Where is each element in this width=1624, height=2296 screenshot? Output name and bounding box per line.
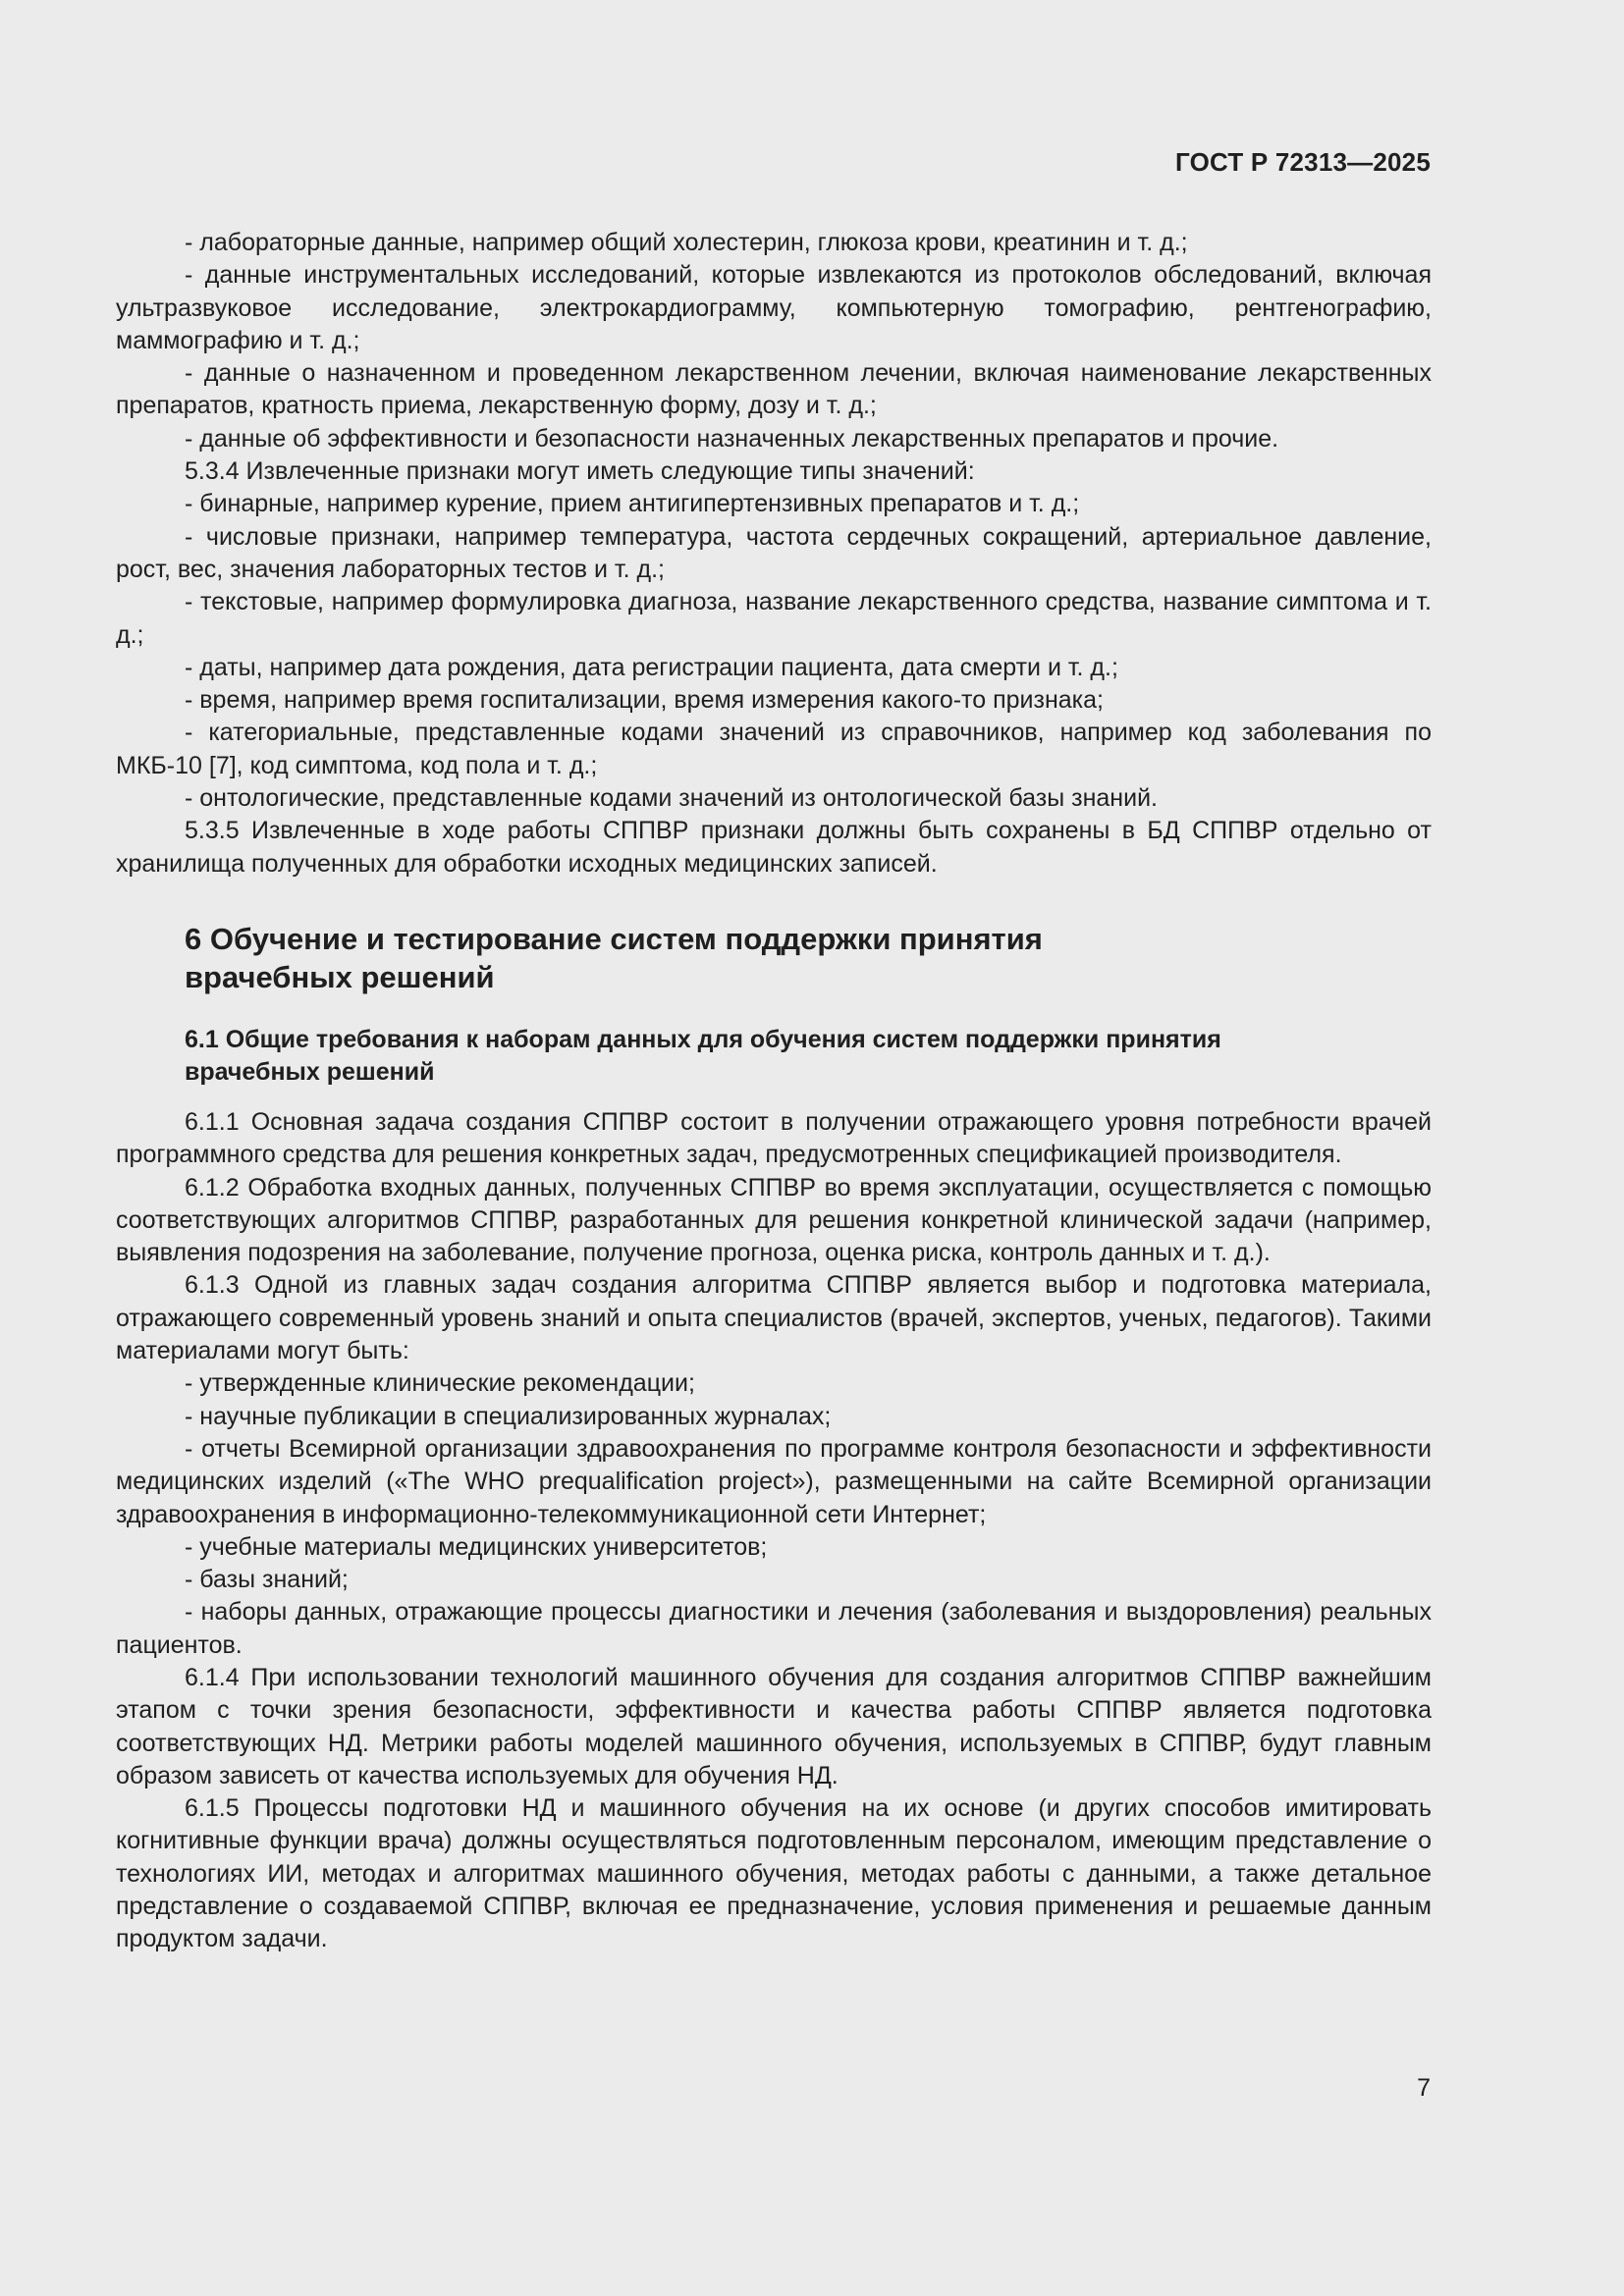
paragraph: - текстовые, например формулировка диагноза, название лекарственного средства, название симптома и т. д.; (116, 588, 1432, 649)
paragraph: - числовые признаки, например температура, частота сердечных сокращений, артериальное давление, рост, вес, значения лабораторных тестов и т. д.; (116, 522, 1432, 583)
paragraph: 6.1.4 При использовании технологий машинного обучения для создания алгоритмов СППВР важнейшим этапом с точки зрения безопасности, эффективности и качества работы СППВР является подготовка соответствующих НД. Метрики работы моделей машинного обучения, используемых в СППВР, будут главным образом зависеть от качества используемых для обучения НД. (116, 1663, 1432, 1789)
subsection-heading-line: 6.1 Общие требования к наборам данных для обучения систем поддержки принятия (185, 1025, 1221, 1053)
paragraph: - отчеты Всемирной организации здравоохранения по программе контроля безопасности и эффективности медицинских изделий («The WHO prequalification project»), размещенными на сайте Всемирной организации здравоохранения в информационно-телекоммуникационной сети Интернет; (116, 1434, 1432, 1528)
paragraph: - данные об эффективности и безопасности назначенных лекарственных препаратов и прочие. (185, 424, 1279, 453)
paragraph: 5.3.5 Извлеченные в ходе работы СППВР признаки должны быть сохранены в БД СППВР отдельно от хранилища полученных для обработки исходных медицинских записей. (116, 817, 1432, 878)
subsection-heading-line: врачебных решений (185, 1057, 435, 1086)
paragraph: 6.1.5 Процессы подготовки НД и машинного обучения на их основе (и других способов имитировать когнитивные функции врача) должны осуществляться подготовленным персоналом, имеющим представление о технологиях ИИ, методах и алгоритмах машинного обучения, методах работы с данными, а также детальное представление о создаваемой СППВР, включая ее предназначение, условия применения и решаемые данным продуктом задачи. (116, 1794, 1432, 1953)
paragraph: - онтологические, представленные кодами значений из онтологической базы знаний. (185, 784, 1158, 813)
paragraph: 6.1.3 Одной из главных задач создания алгоритма СППВР является выбор и подготовка материала, отражающего современный уровень знаний и опыта специалистов (врачей, экспертов, ученых, педагогов). Такими материалами могут быть: (116, 1271, 1432, 1365)
paragraph: - данные о назначенном и проведенном лекарственном лечении, включая наименование лекарственных препаратов, кратность приема, лекарственную форму, дозу и т. д.; (116, 359, 1432, 420)
paragraph: - данные инструментальных исследований, которые извлекаются из протоколов обследований, включая ультразвуковое исследование, электрокардиограмму, компьютерную томографию, рентгенографию, маммографию и т. д.; (116, 261, 1432, 354)
list-block-extracted-features (116, 227, 1432, 881)
paragraph: 6.1.2 Обработка входных данных, полученных СППВР во время эксплуатации, осуществляется с помощью соответствующих алгоритмов СППВР, разработанных для решения конкретной клинической задачи (например, выявления подозрения на заболевание, получение прогноза, оценка риска, контроль данных и т. д.). (116, 1173, 1432, 1267)
paragraph: - базы знаний; (185, 1566, 349, 1594)
subsection-heading (185, 1024, 1432, 1089)
paragraph: - учебные материалы медицинских университетов; (185, 1532, 768, 1561)
page-number: 7 (1417, 2074, 1431, 2102)
paragraph: - даты, например дата рождения, дата регистрации пациента, дата смерти и т. д.; (185, 653, 1118, 681)
section-body (116, 1106, 1432, 1956)
section-heading (185, 920, 1432, 996)
paragraph: - наборы данных, отражающие процессы диагностики и лечения (заболевания и выздоровления) реальных пациентов. (116, 1598, 1432, 1659)
section-heading-line: 6 Обучение и тестирование систем поддержки принятия (185, 921, 1043, 956)
paragraph: - научные публикации в специализированных журналах; (185, 1402, 832, 1430)
paragraph: - время, например время госпитализации, время измерения какого-то признака; (185, 686, 1104, 715)
paragraph: - лабораторные данные, например общий холестерин, глюкоза крови, креатинин и т. д.; (185, 229, 1188, 256)
paragraph: 6.1.1 Основная задача создания СППВР состоит в получении отражающего уровня потребности врачей программного средства для решения конкретных задач, предусмотренных спецификацией производителя. (116, 1107, 1432, 1169)
paragraph: - категориальные, представленные кодами значений из справочников, например код заболевания по МКБ-10 [7], код симптома, код пола и т. д.; (116, 719, 1432, 779)
paragraph: 5.3.4 Извлеченные признаки могут иметь следующие типы значений: (185, 457, 975, 486)
paragraph: - бинарные, например курение, прием антигипертензивных препаратов и т. д.; (185, 490, 1080, 518)
paragraph: - утвержденные клинические рекомендации; (185, 1369, 695, 1398)
standard-designation: ГОСТ Р 72313—2025 (1175, 147, 1431, 177)
section-heading-line: врачебных решений (185, 959, 495, 994)
page-content (116, 227, 1432, 1956)
